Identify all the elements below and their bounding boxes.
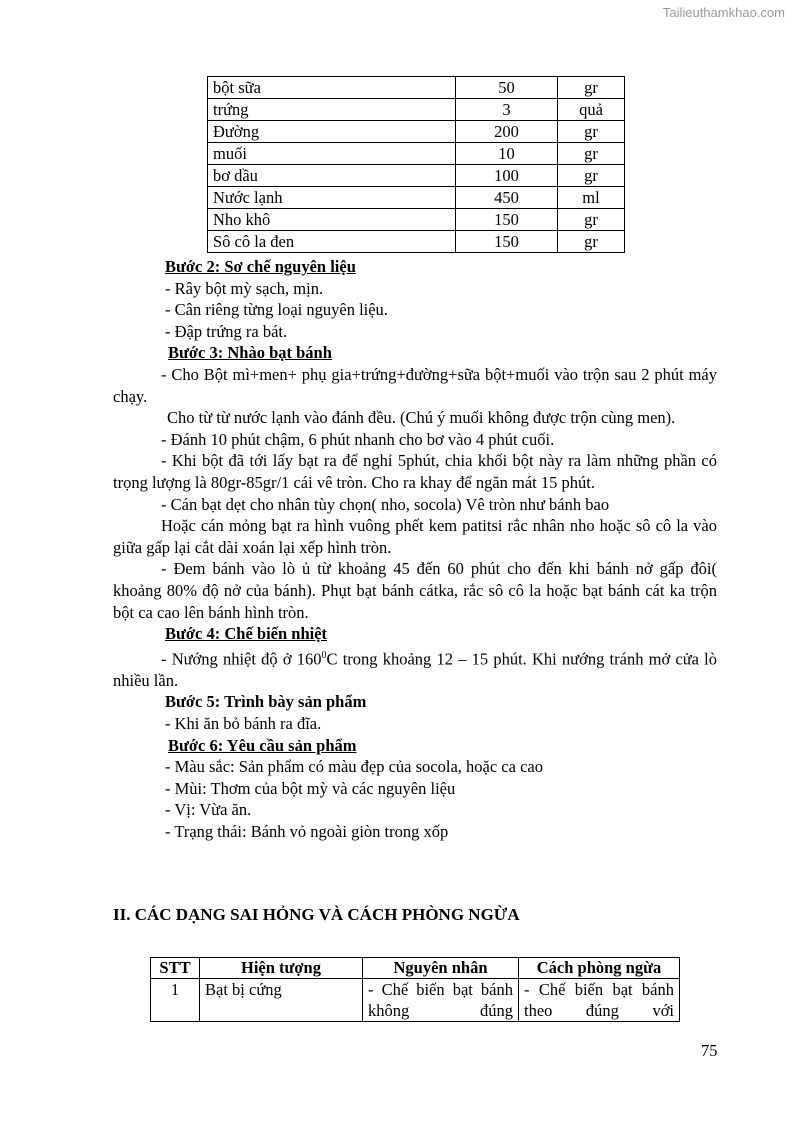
step4-paragraph <box>113 645 717 692</box>
ingredient-unit: gr <box>558 209 625 231</box>
ingredient-name: Nho khô <box>208 209 456 231</box>
table-row <box>208 209 625 231</box>
step6-line: - Mùi: Thơm của bột mỳ và các nguyên liệu <box>165 778 456 798</box>
header-stt: STT <box>151 958 200 979</box>
table-header-row <box>151 958 680 979</box>
defects-table <box>150 957 680 1022</box>
ingredient-qty: 150 <box>456 231 558 253</box>
table-row <box>151 979 680 1022</box>
ingredient-unit: gr <box>558 143 625 165</box>
ingredient-unit: ml <box>558 187 625 209</box>
table-row <box>208 187 625 209</box>
ingredient-table <box>207 76 625 253</box>
row-prevention: - Chế biến bạt bánh theo đúng với <box>519 979 680 1022</box>
row-phenomenon: Bạt bị cứng <box>200 979 363 1022</box>
step2-heading: Bước 2: Sơ chế nguyên liệu <box>165 257 356 276</box>
ingredient-qty: 450 <box>456 187 558 209</box>
step3-paragraph: - Đánh 10 phút chậm, 6 phút nhanh cho bơ vào 4 phút cuối. <box>161 429 555 449</box>
ingredient-name: muối <box>208 143 456 165</box>
header-cause: Nguyên nhân <box>363 958 519 979</box>
ingredient-unit: gr <box>558 231 625 253</box>
step5-heading: Bước 5: Trình bày sản phẩm <box>165 692 367 712</box>
section-title: II. CÁC DẠNG SAI HỎNG VÀ CÁCH PHÒNG NGỪA <box>113 905 520 924</box>
step2-line: - Đập trứng ra bát. <box>165 321 288 341</box>
header-phenomenon: Hiện tượng <box>200 958 363 979</box>
step5-line: - Khi ăn bỏ bánh ra đĩa. <box>165 713 322 733</box>
table-row <box>208 77 625 99</box>
ingredient-name: Sô cô la đen <box>208 231 456 253</box>
step3-heading: Bước 3: Nhào bạt bánh <box>168 343 332 363</box>
ingredient-qty: 50 <box>456 77 558 99</box>
ingredient-unit: gr <box>558 77 625 99</box>
ingredient-qty: 10 <box>456 143 558 165</box>
step3-paragraph: - Cán bạt dẹt cho nhân tùy chọn( nho, socola) Vê tròn như bánh bao <box>161 494 610 514</box>
step6-line: - Màu sắc: Sản phẩm có màu đẹp của socola, hoặc ca cao <box>165 757 543 777</box>
table-row <box>208 121 625 143</box>
row-stt: 1 <box>151 979 200 1022</box>
recipe-steps <box>113 256 717 843</box>
ingredient-qty: 150 <box>456 209 558 231</box>
step3-paragraph: - Cho Bột mì+men+ phụ gia+trứng+đường+sữa bột+muối vào trộn sau 2 phút máy chạy. <box>113 364 717 406</box>
header-prevention: Cách phòng ngừa <box>519 958 680 979</box>
table-row <box>208 165 625 187</box>
step6-heading: Bước 6: Yêu cầu sản phẩm <box>168 735 357 755</box>
row-cause: - Chế biến bạt bánh không đúng <box>363 979 519 1022</box>
step4-text: - Nướng nhiệt độ ở 160 <box>161 649 322 669</box>
step6-line: - Vị: Vừa ăn. <box>165 800 252 820</box>
ingredient-qty: 100 <box>456 165 558 187</box>
ingredient-qty: 3 <box>456 99 558 121</box>
ingredient-unit: gr <box>558 121 625 143</box>
ingredient-name: Nước lạnh <box>208 187 456 209</box>
page-number: 75 <box>701 1041 718 1060</box>
ingredient-qty: 200 <box>456 121 558 143</box>
table-row <box>208 143 625 165</box>
ingredient-unit: gr <box>558 165 625 187</box>
step3-paragraph: Hoặc cán mỏng bạt ra hình vuông phết kem patitsi rắc nhân nho hoặc sô cô la vào giữa gấp lại cắt dài xoán lại xếp hình tròn. <box>113 516 717 557</box>
step4-heading: Bước 4: Chế biến nhiệt <box>165 624 328 644</box>
degree-superscript: 0 <box>321 649 327 661</box>
step3-paragraph: - Khi bột đã tới lấy bạt ra để nghỉ 5phút, chia khối bột này ra làm những phần có trọng lượng là 80gr-85gr/1 cái vê tròn. Cho ra khay để ngăn mát 15 phút. <box>113 451 717 492</box>
step2-line: - Rây bột mỳ sạch, mịn. <box>165 278 324 298</box>
ingredient-name: bơ dầu <box>208 165 456 187</box>
step3-paragraph: - Đem bánh vào lò ủ từ khoảng 45 đến 60 phút cho đến khi bánh nở gấp đôi( khoảng 80% độ nở của bánh). Phụt bạt bánh cátka, rắc sô cô la hoặc bạt bánh cát ka trộn bột ca cao lên bánh hình tròn. <box>113 559 717 622</box>
step3-paragraph: Cho từ từ nước lạnh vào đánh đều. (Chú ý muối không được trộn cùng men). <box>167 408 676 428</box>
ingredient-name: bột sữa <box>208 77 456 99</box>
ingredient-name: trứng <box>208 99 456 121</box>
table-row <box>208 231 625 253</box>
watermark: Tailieuthamkhao.com <box>662 5 785 20</box>
step6-line: - Trạng thái: Bánh vỏ ngoài giòn trong xốp <box>165 821 449 841</box>
step4-text: C trong khoảng 12 – 15 phút. Khi nướng tránh mở cửa lò nhiều lần. <box>113 649 718 690</box>
table-row <box>208 99 625 121</box>
step2-line: - Cân riêng từng loại nguyên liệu. <box>165 300 388 320</box>
ingredient-name: Đường <box>208 121 456 143</box>
ingredient-unit: quả <box>558 99 625 121</box>
